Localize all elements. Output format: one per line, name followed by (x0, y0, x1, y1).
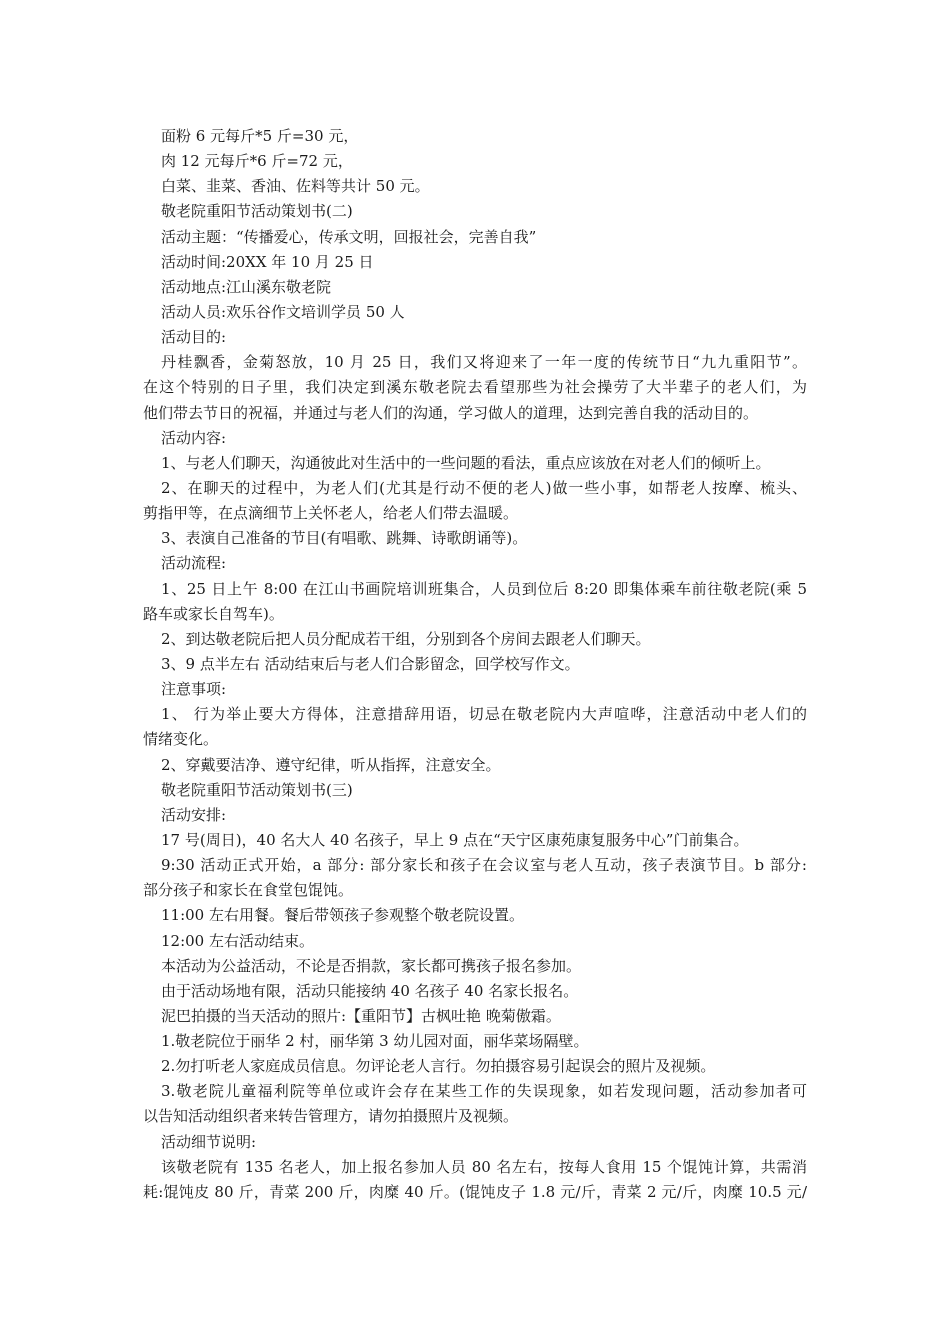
text-line: 面粉 6 元每斤*5 斤=30 元， (161, 127, 359, 145)
text-line: 3.敬老院儿童福利院等单位或许会存在某些工作的失误现象，如若发现问题，活动参加者可 (161, 1082, 807, 1101)
text-line: 1、与老人们聊天，沟通彼此对生活中的一些问题的看法，重点应该放在对老人们的倾听上。 (161, 453, 771, 472)
text-line: 活动地点:江山溪东敬老院 (161, 277, 332, 296)
text-line: 耗:馄饨皮 80 斤，青菜 200 斤，肉糜 40 斤。(馄饨皮子 1.8 元/斤，青菜 2 元/斤，肉糜 10.5 元/ (143, 1182, 807, 1201)
text-line: 活动安排: (161, 805, 227, 824)
text-line: 1、 行为举止要大方得体，注意措辞用语，切忌在敬老院内大声喧哗，注意活动中老人们的 (161, 705, 807, 724)
text-line: 部分孩子和家长在食堂包馄饨。 (143, 881, 354, 900)
text-line: 泥巴拍摄的当天活动的照片:【重阳节】古枫吐艳 晚菊傲霜。 (161, 1006, 561, 1025)
text-line: 2.勿打听老人家庭成员信息。勿评论老人言行。勿拍摄容易引起误会的照片及视频。 (161, 1057, 716, 1076)
text-line: 9:30 活动正式开始，a 部分: 部分家长和孩子在会议室与老人互动，孩子表演节目。b 部分: (161, 856, 807, 875)
text-line: 3、表演自己准备的节目(有唱歌、跳舞、诗歌朗诵等)。 (161, 529, 528, 548)
text-line: 活动主题：“传播爱心，传承文明，回报社会，完善自我” (161, 227, 537, 246)
text-line: 活动人员:欢乐谷作文培训学员 50 人 (161, 302, 405, 321)
text-line: 活动目的: (161, 328, 227, 347)
text-line: 2、到达敬老院后把人员分配成若干组，分别到各个房间去跟老人们聊天。 (161, 629, 651, 648)
text-line: 17 号(周日)，40 名大人 40 名孩子，早上 9 点在“天宁区康苑康复服务中心”门前集合。 (161, 830, 749, 849)
text-line: 活动流程: (161, 554, 227, 573)
text-line: 剪指甲等，在点滴细节上关怀老人，给老人们带去温暖。 (143, 504, 519, 523)
text-line: 12:00 左右活动结束。 (161, 931, 314, 950)
text-line: 11:00 左右用餐。餐后带领孩子参观整个敬老院设置。 (161, 906, 524, 925)
text-line: 丹桂飘香，金菊怒放，10 月 25 日，我们又将迎来了一年一度的传统节日“九九重阳节”。 (161, 353, 807, 372)
document-body (143, 124, 807, 1205)
text-line: 本活动为公益活动，不论是否捐款，家长都可携孩子报名参加。 (161, 956, 582, 975)
text-line: 情绪变化。 (143, 730, 219, 749)
text-line: 肉 12 元每斤*6 斤=72 元， (161, 152, 353, 171)
text-line: 活动时间:20XX 年 10 月 25 日 (161, 252, 374, 271)
text-line: 1.敬老院位于丽华 2 村，丽华第 3 幼儿园对面，丽华菜场隔壁。 (161, 1032, 589, 1051)
text-line: 敬老院重阳节活动策划书(三) (161, 780, 353, 799)
text-line: 2、在聊天的过程中，为老人们(尤其是行动不便的老人)做一些小事，如帮老人按摩、梳头、 (161, 478, 807, 497)
text-line: 3、9 点半左右 活动结束后与老人们合影留念，回学校写作文。 (161, 654, 580, 673)
text-line: 白菜、韭菜、香油、佐料等共计 50 元。 (161, 177, 430, 196)
text-line: 2、穿戴要洁净、遵守纪律，听从指挥，注意安全。 (161, 755, 501, 774)
text-line: 敬老院重阳节活动策划书(二) (161, 202, 353, 221)
text-line: 活动细节说明: (161, 1132, 257, 1151)
text-line: 该敬老院有 135 名老人，加上报名参加人员 80 名左右，按每人食用 15 个馄饨计算，共需消 (161, 1157, 807, 1176)
text-line: 注意事项: (161, 680, 227, 699)
text-line: 活动内容: (161, 428, 227, 447)
text-line: 由于活动场地有限，活动只能接纳 40 名孩子 40 名家长报名。 (161, 981, 579, 1000)
text-line: 路车或家长自驾车)。 (143, 604, 284, 623)
text-line: 他们带去节日的祝福，并通过与老人们的沟通，学习做人的道理，达到完善自我的活动目的。 (143, 403, 759, 422)
text-line: 1、25 日上午 8:00 在江山书画院培训班集合，人员到位后 8:20 即集体乘车前往敬老院(乘 5 (161, 579, 807, 598)
text-line: 在这个特别的日子里，我们决定到溪东敬老院去看望那些为社会操劳了大半辈子的老人们，为 (143, 378, 807, 397)
text-line: 以告知活动组织者来转告管理方，请勿拍摄照片及视频。 (143, 1107, 519, 1126)
